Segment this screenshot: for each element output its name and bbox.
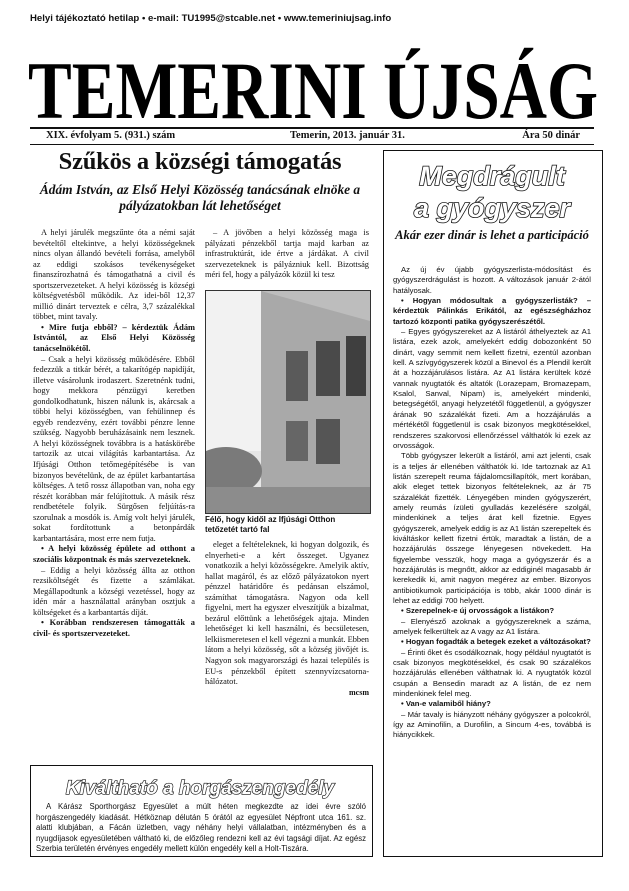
sidebar-question: • Szerepelnek-e új orvosságok a listákon?: [401, 606, 555, 616]
article-paragraph: – A jövőben a helyi közösség maga is pályázati pénzekből tartja majd karban az infrastruktúrát, ide értve a járdákat. A civil szervezeteknek is pályázniuk kell. Bizottság méri fel, hogy a pályázók közül ki tesz: [205, 228, 369, 280]
sidebar-paragraph: Az új év újabb gyógyszerlista-módosítást és gyógyszerdrágulást is hozott. A változások január 2-ától hatályosak.: [393, 265, 591, 295]
sidebar-question: • Van-e valamiből hiány?: [401, 699, 491, 709]
article-column-2-bottom: [205, 540, 369, 698]
article-paragraph: – Eddig a helyi közösség állta az otthon rezsiköltségét és fizette a számlákat. Megállapodtunk a községi vezetéssel, hogy az idén már a használattal arányban osztjuk a költségeket és a karbantartás díját.: [33, 565, 195, 617]
article-question: • Korábban rendszeresen támogatták a civil- és sportszervezeteket.: [33, 618, 195, 638]
sidebar-question: • Hogyan fogadták a betegek ezeket a változásokat?: [401, 637, 591, 647]
issue-date: Temerin, 2013. január 31.: [290, 130, 405, 141]
article-paragraph: – Csak a helyi közösség működésére. Ebből fedezzük a titkár bérét, a takarítógép napidíját, illetve vásárolunk irodaszert. Szeretnénk tudni, hogy mekkora pénzügyi keretben gondolkodhatunk, hiszen nálunk is, akárcsak a többi helyi közösségben, van fehülinnep és egyéb rendezvény, ezért további pénzre lenne szükség. Nagyobb beruházásaink nem lesznek. A helyi közösségnek továbbra is a hatáskörébe tartozik az utcai világítás karbantartása. Az Ifjúsági Otthon tetőmegépítésébe is van bizonyos bevételünk, de az épület karbantartása költséges. A tető rossz állapotban van, noha egy részét korábban már felújítottuk. A másik rész rendbetétele folyik. Sürgősen feljúítás-ra szorulnak a mosdók is. Amíg volt helyi járulék, sokat fordítottunk a betonpárdák karbantartására, most erre nem futja.: [33, 354, 195, 543]
article-signature: mcsm: [349, 687, 369, 697]
sidebar-paragraph: Több gyógyszer lekerült a listáról, ami azt jelenti, csak is a teljes ár ellenében válthatók ki. Ide tartoznak az A1 listán szerepelt reuma fájdalomcsillapítók, mert korában, akik eleget tettek bizonyos feltételeknek, az ár 75 százalékát fizették. Lényegében minden gyógyszerért, amely reumás ízületi gyulladás kezelésére szolgál, mindenkinek a teljes árat kell fizetnie. Egyes gyógyszerek, amelyek eddig is az A1 listán szerepeltek és kiváltáskor kellett fizetni értük, maradtak a listán, de a hozzájárulás összege lényegesen növekedett. Ha figyelembe vesszük, hogy maga a gyógyszerár és a hozzájárulás is megnőtt, akkor az eddiginél magasabb ár kerekedik ki, amit nagyon megérez az ember. Bizonyos antibiotikumok participációja is több, akár 1000 dinár is lehet az eddigi 700 helyett.: [393, 451, 591, 605]
fishing-licence-body: [36, 802, 366, 855]
article-column-2-top: [205, 228, 369, 281]
article-headline: Szűkös a községi támogatás: [58, 148, 342, 175]
sidebar-subtitle: Akár ezer dinár is lehet a participáció: [395, 228, 589, 242]
masthead-title: TEMERINI ÚJSÁG: [28, 45, 598, 126]
article-column-1: [33, 228, 195, 639]
sidebar-paragraph: – Érinti őket és csodálkoznak, hogy például nyugtatót is csak bizonyos megkötésekkel, és csak 90 százalékos hozzájárulás ellenében válthatnak ki. A nyugtatók közül csupán a Bensedin maradt az A listán, de ez nem mindenkinek felel meg.: [393, 647, 591, 699]
article-subhead: Ádám István, az Első Helyi Közösség tanácsának elnöke a pályázatokban lát lehetőséget: [39, 182, 361, 213]
sidebar-title-line-2: a gyógyszer: [413, 193, 571, 223]
issue-price: Ára 50 dinár: [522, 130, 580, 141]
article-question: • A helyi közösség épülete ad otthont a szociális központnak és más szervezeteknek.: [33, 544, 195, 564]
sidebar-paragraph: – Egyes gyógyszereket az A listáról áthelyeztek az A1 listára, ezek azok, amelyekért eddig dobozonként 50 dinárt, vagy semmit nem kellett fizetni, ezentúl azonban kell. A szívgyógyszerek közül a Binevol és a Plendil került át a hozzájárulásos listára. Az A1 listára kerültek közé vannak nyugtatók és altatók (Lorazepam, Bromazepam, Ksalol, Sanval, Nipam) is, amelyekért mindenki, betegségétől, anyagi helyzetétől függetlenül, a gyógyszer árának 90 százalékát fizeti. Am a hozzájárulás a mértékétől függetlenül is csak bizonyos megkötésekkel, rendszeres szakorvosi ellenőrzéssel válthatók ki ezek az orvosságok.: [393, 327, 591, 450]
article-question: • Mire futja ebből? – kérdeztük Ádám Istvántól, az Első Helyi Közösség tanácselnökétől.: [33, 322, 195, 354]
photo-caption: Félő, hogy kidől az Ifjúsági Otthon tetőzetét tartó fal: [205, 515, 336, 534]
sidebar-paragraph: – Már tavaly is hiányzott néhány gyógyszer a polcokról, így az Aminofilin, a Durofilin, a Sincum 4-es, továbbá is hiánycikkek.: [393, 709, 591, 740]
fishing-licence-paragraph: A Kárász Sporthorgász Egyesület a múlt héten megkezdte az idei évre szóló horgászengedély kiadását. Hétköznap délután 5 órától az egyesület Népfront utca 161. sz. alatti klubjában, a Fácán üzletben, vagy néhány helyi vállalatban, intézményben és a nyugdíjasok egyesületében váltható ki, de előzőleg rendezni kell az évi tagsági díjat. Az egész Szerbia területén érvényes engedély mellett külön engedély kell a Holt-Tiszára.: [36, 802, 366, 854]
fishing-licence-title-text: Kiváltható a horgászengedély: [65, 778, 335, 799]
sidebar-title-line-1: Megdrágult: [419, 161, 565, 191]
sidebar-paragraph: – Elenyésző azoknak a gyógyszereknek a száma, amelyek felkerültek az A vagy az A1 listára.: [393, 616, 591, 637]
issue-info-bar: [30, 127, 594, 145]
article-photo: [205, 290, 371, 514]
sidebar-body: [393, 265, 591, 741]
building-photo-illustration: [206, 291, 370, 513]
sidebar-title: [387, 155, 597, 230]
sidebar-question: • Hogyan módosultak a gyógyszerlisták? – kérdeztük Pálinkás Erikától, az egészségházhoz tartozó központi patika gyógyszerészétől.: [393, 296, 591, 326]
masthead-topline: Helyi tájékoztató hetilap • e-mail: TU1995@stcable.net • www.temeriniujsag.info: [30, 13, 392, 24]
masthead-logo: [28, 40, 600, 126]
article-paragraph: A helyi járulék megszűnte óta a némi saját bevételtől eltekintve, a helyi közösségeknek nincs olyan állandó bevételi forrása, amelyből az eddigi szokásos tevékenységeket finanszírozhatná és támogathatná a civil és sportszervezeteket. A helyi közösség is községi költségvetésből működik. Az idei-ből 12,37 millió dinárt terveztek e célra, 3,7 százalékkal többet, mint tavaly.: [33, 228, 195, 322]
fishing-licence-title: [34, 768, 367, 802]
issue-number: XIX. évfolyam 5. (931.) szám: [46, 130, 176, 141]
article-paragraph: eleget a feltételeknek, ki hogyan dolgozik, és elnyerheti-e a kért összeget. Ugyanez vonatkozik a helyi közösségekre. Amelyik aktív, hallat magáról, és az előző pályázatokon nyert pénzzel határidőre és pedánsan elszámol, számíthat támogatásra. Nagyon oda kell figyelni, mert ha egyszer elveszítjük a bizalmat, bezárul előttünk a lehetőségek ajtaja. Minden lehetőséget ki kell használni, és becsületesen, lelkiismeretesen el kell végezni a munkát. Ebben látom a helyi közösség, sőt a község jövőjét is. Nagyon sok magyarországi és hazai település is EU-s pénzekből épített szennyvízcsatorna-hálózatot.: [205, 540, 369, 687]
